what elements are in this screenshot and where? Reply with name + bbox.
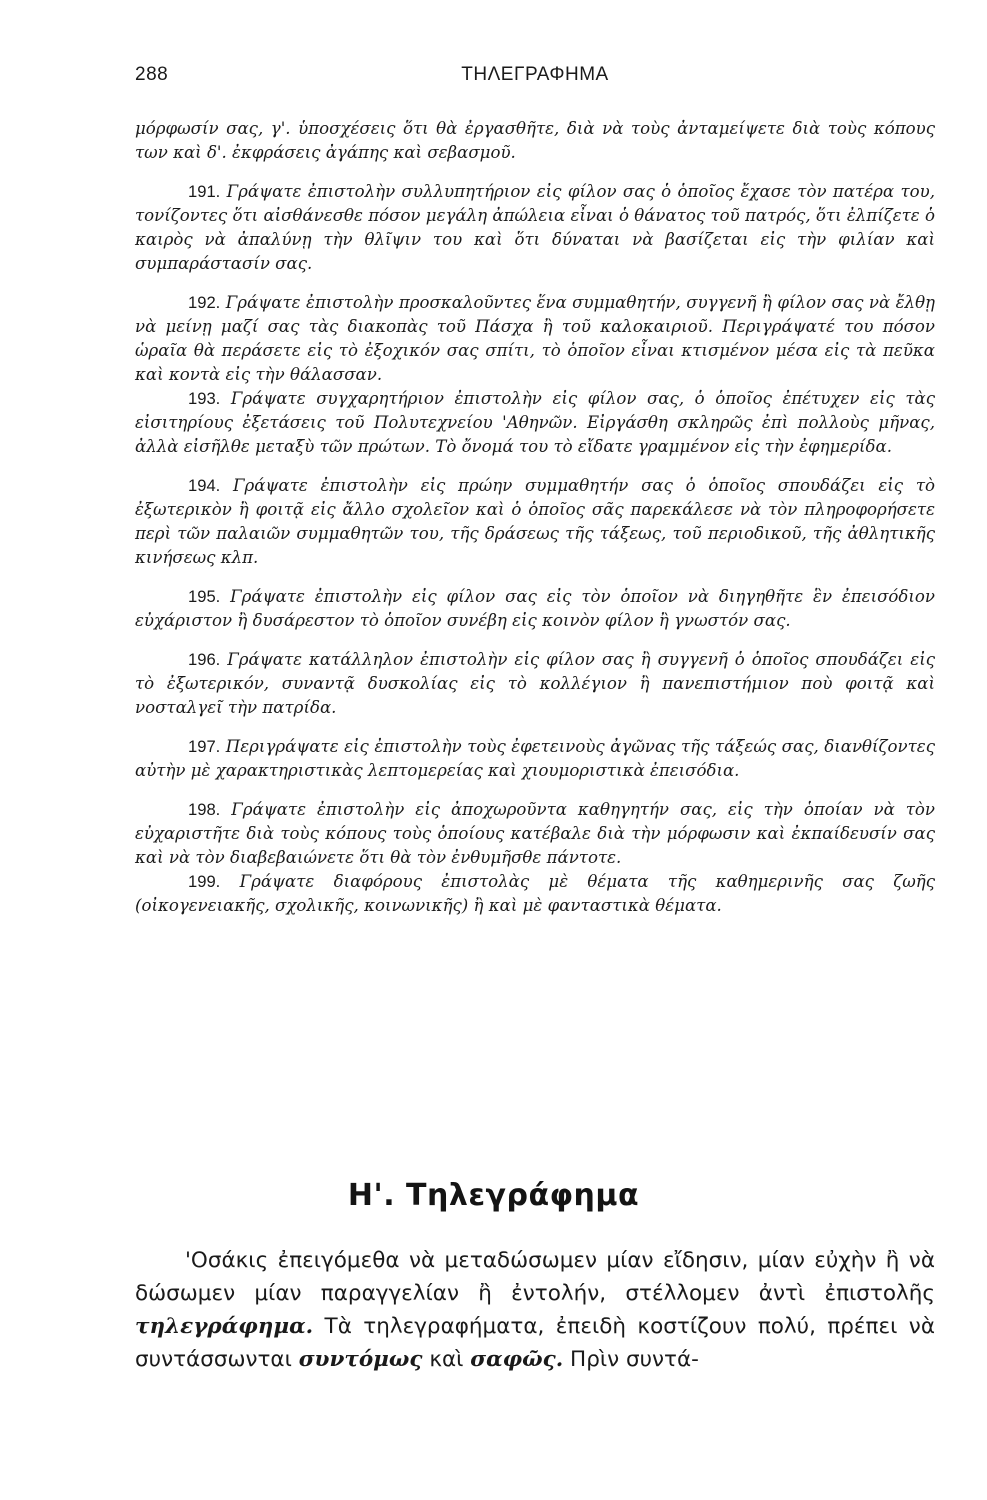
body-text-3: καὶ	[422, 1347, 471, 1372]
exercise-item	[135, 648, 935, 720]
exercise-item	[135, 387, 935, 459]
exercise-number: 196.	[188, 650, 221, 669]
exercise-text: Γράψατε ἐπιστολὴν εἰς πρώην συμμαθητήν σας ὁ ὁποῖος σπουδάζει εἰς τὸ ἐξωτερικὸν ἢ φοιτᾷ εἰς ἄλλο σχολεῖον καὶ ὁ ὁποῖος σᾶς παρεκάλεσε νὰ τὸν πληροφορήσετε περὶ τῶν παλαιῶν συμμαθητῶν του, τῆς δράσεως τῆς τάξεως, τοῦ περιοδικοῦ, τῆς ἀθλητικῆς κινήσεως κλπ.	[135, 476, 935, 567]
continuation-paragraph: μόρφωσίν σας, γ'. ὑποσχέσεις ὅτι θὰ ἐργασθῆτε, διὰ νὰ τοὺς ἀνταμείψετε διὰ τοὺς κόπους των καὶ δ'. ἐκφράσεις ἀγάπης καὶ σεβασμοῦ.	[135, 119, 935, 162]
emphasis-briefly: συντόμως	[298, 1347, 423, 1372]
exercise-text: Γράψατε ἐπιστολὴν εἰς φίλον σας εἰς τὸν ὁποῖον νὰ διηγηθῆτε ἓν ἐπεισόδιον εὐχάριστον ἢ δυσάρεστον τὸ ὁποῖον συνέβη εἰς κοινὸν φίλον ἢ γνωστόν σας.	[135, 587, 935, 630]
exercise-item	[135, 870, 935, 918]
page-header	[135, 64, 935, 90]
exercise-text: Περιγράψατε εἰς ἐπιστολὴν τοὺς ἐφετεινοὺς ἀγῶνας τῆς τάξεώς σας, διανθίζοντες αὐτὴν μὲ χαρακτηριστικὰς λεπτομερείας καὶ χιουμοριστικὰ ἐπεισόδια.	[135, 737, 935, 780]
exercise-number: 193.	[188, 389, 221, 408]
exercise-number: 194.	[188, 476, 221, 495]
exercise-text: Γράψατε κατάλληλον ἐπιστολὴν εἰς φίλον σας ἢ συγγενῆ ὁ ὁποῖος σπουδάζει εἰς τὸ ἐξωτερικόν, συναντᾷ δυσκολίας εἰς τὸ κολλέγιον ἢ πανεπιστήμιον ποὺ φοιτᾷ καὶ νοσταλγεῖ τὴν πατρίδα.	[135, 650, 935, 717]
emphasis-clearly: σαφῶς.	[470, 1347, 564, 1372]
section-heading: Η'. Τηλεγράφημα	[347, 1178, 640, 1213]
exercise-item	[135, 735, 935, 783]
body-paragraph	[135, 1244, 935, 1376]
exercise-text: Γράψατε ἐπιστολὴν προσκαλοῦντες ἕνα συμμαθητήν, συγγενῆ ἢ φίλον σας νὰ ἔλθῃ νὰ μείνῃ μαζί σας τὰς διακοπὰς τοῦ Πάσχα ἢ τοῦ καλοκαιριοῦ. Περιγράψατέ του πόσον ὡραῖα θὰ περάσετε εἰς τὸ ἐξοχικόν σας σπίτι, τὸ ὁποῖον εἶναι κτισμένον μέσα εἰς τὰ πεῦκα καὶ κοντὰ εἰς τὴν θάλασσαν.	[135, 293, 935, 384]
exercise-item	[135, 585, 935, 633]
exercise-item	[135, 291, 935, 387]
exercise-number: 197.	[188, 737, 221, 756]
exercise-list	[135, 117, 935, 918]
page-number: 288	[135, 64, 169, 85]
exercise-text: Γράψατε ἐπιστολὴν συλλυπητήριον εἰς φίλον σας ὁ ὁποῖος ἔχασε τὸν πατέρα του, τονίζοντες ὅτι αἰσθάνεσθε πόσον μεγάλη ἀπώλεια εἶναι ὁ θάνατος τοῦ πατρός, ὅτι ἐλπίζετε ὁ καιρὸς νὰ ἀπαλύνῃ τὴν θλῖψιν του καὶ ὅτι δύναται νὰ βασίζεται εἰς τὴν φιλίαν καὶ συμπαράστασίν σας.	[135, 182, 935, 273]
body-text-1: 'Οσάκις ἐπειγόμεθα νὰ μεταδώσωμεν μίαν εἴδησιν, μίαν εὐχὴν ἢ νὰ δώσωμεν μίαν παραγγελίαν ἢ ἐντολήν, στέλλομεν ἀντὶ ἐπιστολῆς	[135, 1248, 935, 1306]
exercise-item	[135, 798, 935, 870]
exercise-item	[135, 180, 935, 276]
exercise-number: 199.	[188, 872, 221, 891]
section-body	[135, 1244, 935, 1376]
exercise-number: 192.	[188, 293, 221, 312]
exercise-item	[135, 474, 935, 570]
exercise-number: 191.	[188, 182, 221, 201]
exercise-number: 198.	[188, 800, 221, 819]
exercise-number: 195.	[188, 587, 221, 606]
exercise-text: Γράψατε διαφόρους ἐπιστολὰς μὲ θέματα τῆς καθημερινῆς σας ζωῆς (οἰκογενειακῆς, σχολικῆς, κοινωνικῆς) ἢ καὶ μὲ φανταστικὰ θέματα.	[135, 872, 935, 915]
exercise-text: Γράψατε ἐπιστολὴν εἰς ἀποχωροῦντα καθηγητήν σας, εἰς τὴν ὁποίαν νὰ τὸν εὐχαριστῆτε διὰ τοὺς κόπους τοὺς ὁποίους κατέβαλε διὰ τὴν μόρφωσιν καὶ ἐκπαίδευσίν σας καὶ νὰ τὸν διαβεβαιώνετε ὅτι θὰ τὸν ἐνθυμῆσθε πάντοτε.	[135, 800, 935, 867]
emphasis-telegram: τηλεγράφημα.	[135, 1314, 314, 1339]
running-head: ΤΗΛΕΓΡΑΦΗΜΑ	[461, 64, 609, 85]
exercise-text: Γράψατε συγχαρητήριον ἐπιστολὴν εἰς φίλον σας, ὁ ὁποῖος ἐπέτυχεν εἰς τὰς εἰσιτηρίους ἐξετάσεις τοῦ Πολυτεχνείου 'Αθηνῶν. Εἰργάσθη σκληρῶς ἐπὶ πολλοὺς μῆνας, ἀλλὰ εἰσῆλθε μεταξὺ τῶν πρώτων. Τὸ ὄνομά του τὸ εἴδατε γραμμένον εἰς τὴν ἐφημερίδα.	[135, 389, 935, 456]
body-text-4: Πρὶν συντά-	[563, 1347, 699, 1372]
body-text-2: Τὰ τηλεγραφήματα, ἐπειδὴ κοστίζουν πολύ, πρέπει νὰ συντάσσωνται	[135, 1314, 935, 1372]
